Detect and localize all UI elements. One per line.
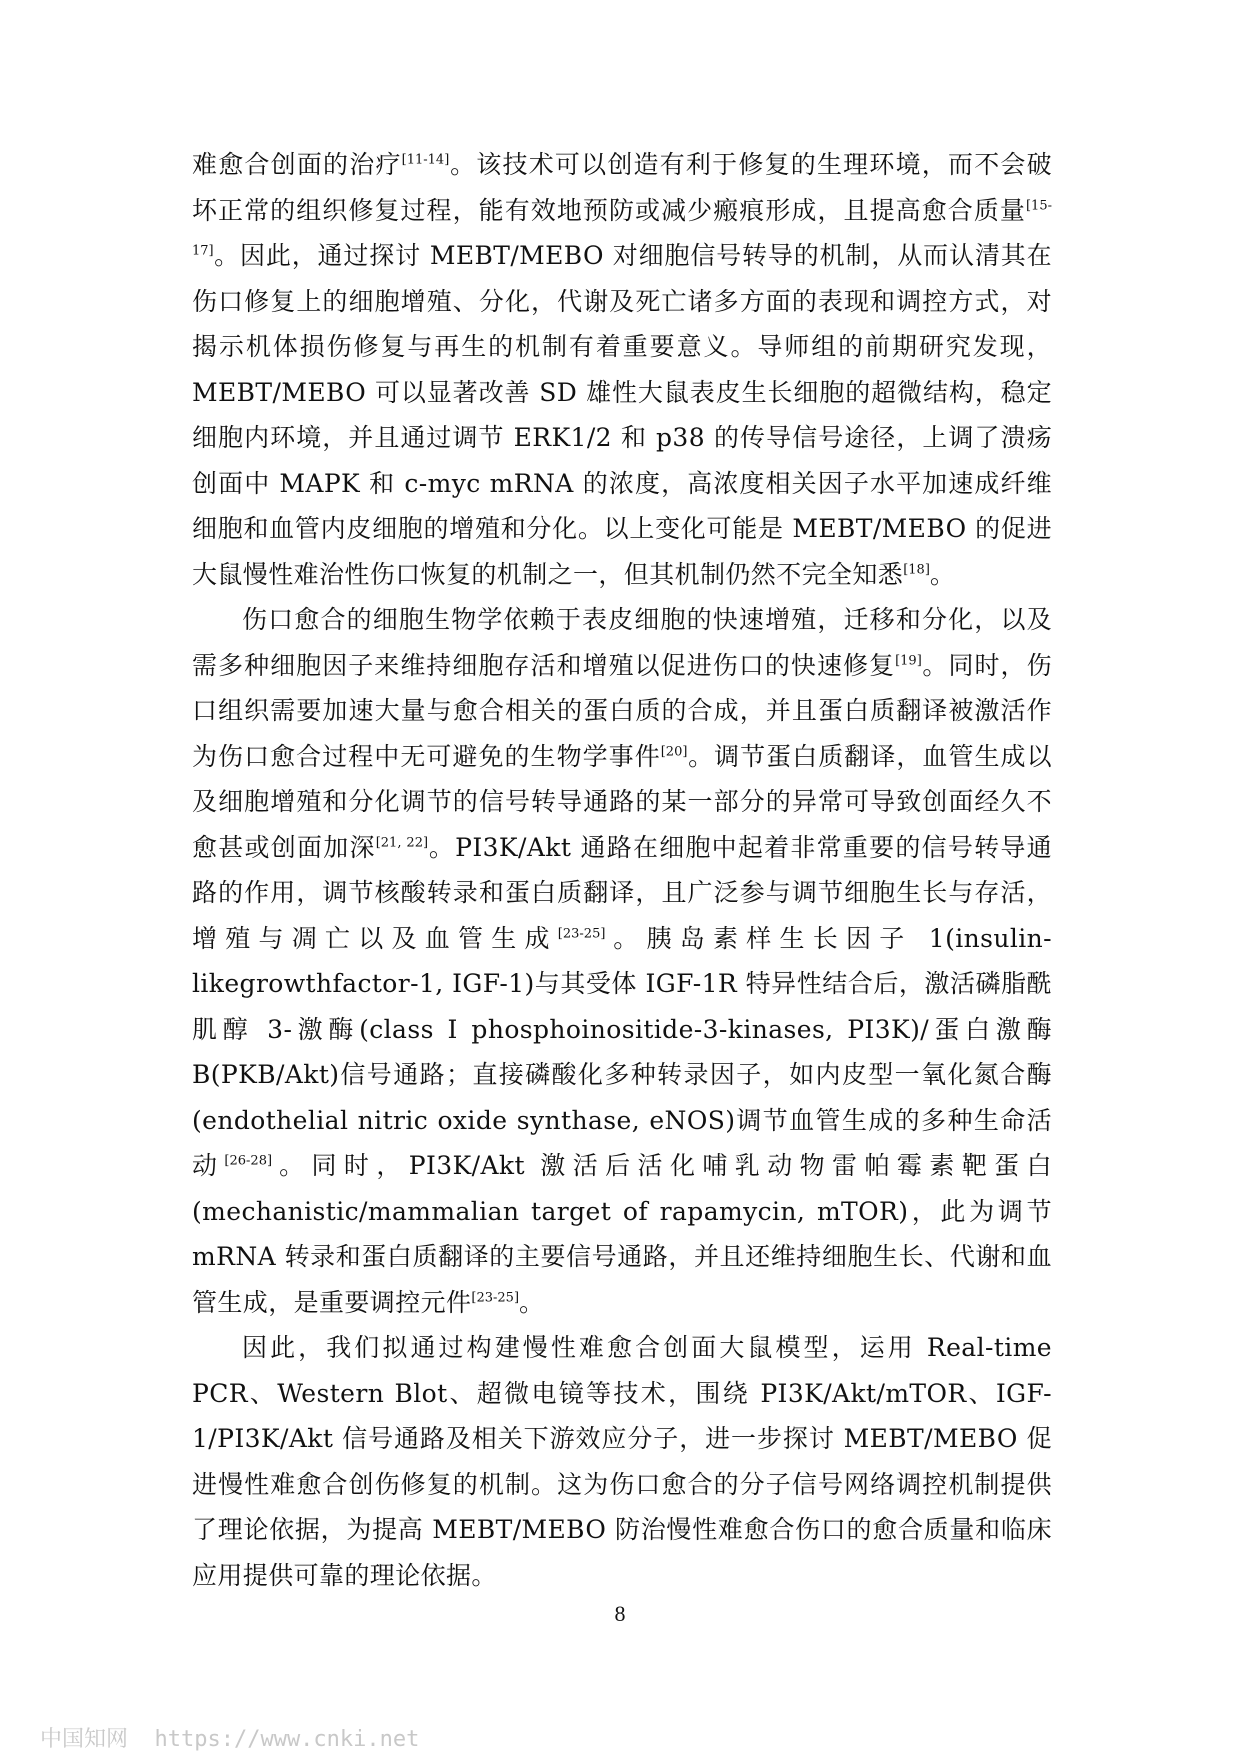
- paragraph-text-segment: 。: [519, 1287, 545, 1317]
- citation-superscript: [18]: [903, 562, 930, 578]
- paragraph-text-segment: 。: [929, 559, 956, 589]
- paragraph-text-segment: 。调节蛋白质翻译，血管生成以及细胞增殖和分化调节的信号转导通路的某一部分的异常可导致创面经久不愈甚或创面加深: [192, 741, 1052, 862]
- paragraph-text-segment: 因此，我们拟通过构建慢性难愈合创面大鼠模型，运用 Real-time PCR、Western Blot、超微电镜等技术，围绕 PI3K/Akt/mTOR、IGF-1/PI3K/Akt 信号通路及相关下游效应分子，进一步探讨 MEBT/MEBO 促进慢性难愈合创伤修复的机制。这为伤口愈合的分子信号网络调控机制提供了理论依据，为提高 MEBT/MEBO 防治慢性难愈合伤口的愈合质量和临床应用提供可靠的理论依据。: [192, 1333, 1052, 1590]
- citation-superscript: [23-25]: [557, 926, 606, 942]
- paragraph-text-segment: 。该技术可以创造有利于修复的生理环境，而不会破坏正常的组织修复过程，能有效地预防或减少瘢痕形成，且提高愈合质量: [192, 150, 1053, 225]
- citation-superscript: [26-28]: [224, 1153, 273, 1169]
- citation-superscript: [11-14]: [401, 152, 450, 168]
- paragraph-text-segment: 伤口愈合的细胞生物学依赖于表皮细胞的快速增殖，迁移和分化，以及需多种细胞因子来维持细胞存活和增殖以促进伤口的快速修复: [192, 605, 1052, 680]
- paragraph-text-segment: 。同时，PI3K/Akt 激活后活化哺乳动物雷帕霉素靶蛋白 (mechanistic/mammalian target of rapamycin, mTOR)，此为调节 mRNA 转录和蛋白质翻译的主要信号通路，并且还维持细胞生长、代谢和血管生成，是重要调控元件: [192, 1151, 1052, 1317]
- citation-superscript: [20]: [660, 744, 688, 760]
- citation-superscript: [21, 22]: [375, 835, 429, 851]
- page-number: 8: [614, 1601, 626, 1626]
- paragraph-text-segment: 。同时，伤口组织需要加速大量与愈合相关的蛋白质的合成，并且蛋白质翻译被激活作为伤口愈合过程中无可避免的生物学事件: [192, 650, 1052, 771]
- paragraph-3: [192, 1325, 1052, 1598]
- citation-superscript: [19]: [895, 653, 922, 669]
- paragraph-text-segment: 。PI3K/Akt 通路在细胞中起着非常重要的信号转导通路的作用，调节核酸转录和蛋白质翻译，且广泛参与调节细胞生长与存活，增殖与凋亡以及血管生成: [192, 832, 1052, 953]
- paragraph-text-segment: 。因此，通过探讨 MEBT/MEBO 对细胞信号转导的机制，从而认清其在伤口修复上的细胞增殖、分化，代谢及死亡诸多方面的表现和调控方式，对揭示机体损伤修复与再生的机制有着重要意义。导师组的前期研究发现，MEBT/MEBO 可以显著改善 SD 雄性大鼠表皮生长细胞的超微结构，稳定细胞内环境，并且通过调节 ERK1/2 和 p38 的传导信号途径，上调了溃疡创面中 MAPK 和 c-myc mRNA 的浓度，高浓度相关因子水平加速成纤维细胞和血管内皮细胞的增殖和分化。以上变化可能是 MEBT/MEBO 的促进大鼠慢性难治性伤口恢复的机制之一，但其机制仍然不完全知悉: [192, 241, 1052, 589]
- cnki-watermark: 中国知网 https://www.cnki.net: [40, 1727, 420, 1752]
- citation-superscript: [23-25]: [471, 1290, 520, 1306]
- page-body: [192, 142, 1052, 1598]
- paragraph-text-segment: 难愈合创面的治疗: [192, 150, 402, 179]
- citation-superscript: [15-17]: [192, 198, 1052, 259]
- paragraph-2: [192, 597, 1052, 1325]
- paragraph-text-segment: 。胰岛素样生长因子 1(insulin-likegrowthfactor-1, IGF-1)与其受体 IGF-1R 特异性结合后，激活磷脂酰肌醇 3-激酶(class I phosphoinositide-3-kinases, PI3K)/蛋白激酶 B(PKB/Akt)信号通路；直接磷酸化多种转录因子，如内皮型一氧化氮合酶(endothelial nitric oxide synthase, eNOS)调节血管生成的多种生命活动: [192, 923, 1052, 1180]
- paragraph-1: [192, 142, 1052, 597]
